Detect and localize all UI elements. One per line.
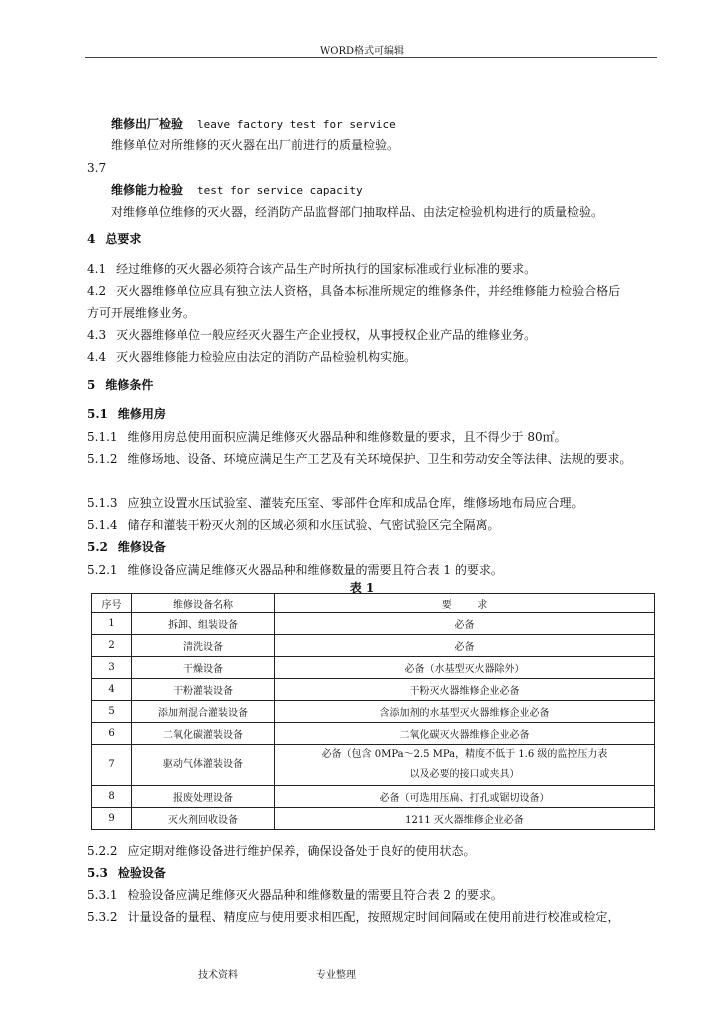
- equipment-name: [132, 745, 275, 786]
- body-text: 灭火器维修能力检验应由法定的消防产品检验机构实施。: [116, 350, 417, 364]
- heading-text: 维修设备: [117, 540, 166, 554]
- table-caption: 表 1: [349, 581, 375, 595]
- section-number: 5.1.2: [87, 452, 118, 466]
- heading-text: 检验设备: [117, 866, 166, 880]
- requirement: [275, 613, 655, 635]
- header-cell: 序号: [92, 594, 132, 613]
- text-line: [87, 160, 106, 176]
- body-text: 经过维修的灭火器必须符合该产品生产时所执行的国家标准或行业标准的要求。: [116, 262, 537, 276]
- equipment-name-text: 二氧化碳灌装设备: [163, 730, 243, 741]
- row-number: [92, 786, 132, 808]
- requirement: [275, 701, 655, 723]
- equipment-name: [132, 679, 275, 701]
- table-row: [92, 723, 655, 745]
- text-line: [87, 283, 620, 299]
- section-number: 5.2.1: [87, 563, 118, 577]
- table-row: [92, 786, 655, 808]
- section-number: 5.3.1: [87, 888, 118, 902]
- equipment-name-text: 添加剂混合灌装设备: [158, 708, 248, 719]
- equipment-name: [132, 635, 275, 657]
- equipment-name: [132, 657, 275, 679]
- row-number: [92, 723, 132, 745]
- table-row: [92, 657, 655, 679]
- equipment-name-text: 清洗设备: [183, 642, 223, 653]
- row-number-text: 2: [108, 640, 115, 651]
- text-line: [87, 429, 567, 445]
- equipment-name-text: 报废处理设备: [173, 793, 233, 804]
- section-number: 5.1.3: [87, 496, 118, 510]
- section-number: 4.4: [87, 350, 107, 364]
- section-number: 5.1: [87, 407, 108, 421]
- heading-text: 维修出厂检验: [111, 117, 184, 131]
- text-line: [87, 865, 166, 881]
- footer-right: 专业整理: [316, 970, 356, 981]
- requirement-text: 必备（水基型灭火器除外）: [404, 664, 525, 675]
- header-rule: [85, 57, 657, 58]
- requirement-text: 干粉灭火器维修企业必备: [409, 686, 520, 697]
- section-number: 4.1: [87, 262, 107, 276]
- text-line: [87, 887, 503, 903]
- table-row: [92, 745, 655, 786]
- english-term: leave factory test for service: [197, 118, 396, 131]
- requirement: [275, 657, 655, 679]
- text-line: [87, 261, 536, 277]
- requirement-text: 必备: [454, 620, 475, 631]
- body-text: 对维修单位维修的灭火器，经消防产品监督部门抽取样品、由法定检验机构进行的质量检验。: [111, 205, 604, 219]
- text-line: [87, 377, 153, 393]
- table-row: [92, 679, 655, 701]
- text-line: [111, 137, 399, 153]
- row-number-text: 1: [108, 618, 115, 629]
- heading-text: 维修能力检验: [111, 183, 184, 197]
- section-number: 5.3.2: [87, 910, 118, 924]
- table-row: [92, 808, 655, 830]
- body-text: 方可开展维修业务。: [87, 306, 196, 320]
- body-text: 维修场地、设备、环境应满足生产工艺及有关环境保护、卫生和劳动安全等法律、法规的要求。: [127, 452, 632, 466]
- text-line: [87, 495, 584, 511]
- text-line: [87, 909, 620, 925]
- section-number: 5.1.1: [87, 430, 118, 444]
- section-number: 4: [87, 232, 96, 246]
- row-number-text: 8: [108, 791, 115, 802]
- requirement: [275, 679, 655, 701]
- requirement-text: 二氧化碳灭火器维修企业必备: [399, 730, 530, 741]
- text-line: [87, 327, 536, 343]
- equipment-name-text: 干燥设备: [183, 664, 223, 675]
- row-number-text: 9: [108, 813, 115, 824]
- table-row: [92, 613, 655, 635]
- text-line: [87, 539, 166, 555]
- text-line: [87, 349, 416, 365]
- body-text: 灭火器维修单位应具有独立法人资格，具备本标准所规定的维修条件，并经维修能力检验合格后: [116, 284, 621, 298]
- text-line: [87, 451, 632, 467]
- row-number-text: 6: [108, 728, 115, 739]
- row-number: [92, 745, 132, 786]
- table-row: [92, 701, 655, 723]
- heading-text: 总要求: [105, 232, 142, 246]
- header-cell: 维修设备名称: [132, 594, 275, 613]
- requirement-text: 以及必要的接口或夹具）: [409, 769, 520, 780]
- section-number: 5.2.2: [87, 844, 118, 858]
- requirement: [275, 808, 655, 830]
- table-row: [92, 635, 655, 657]
- row-number: [92, 635, 132, 657]
- equipment-table: [91, 593, 655, 830]
- body-text: 储存和灌装干粉灭火剂的区域必须和水压试验、气密试验区完全隔离。: [127, 518, 500, 532]
- equipment-name: [132, 701, 275, 723]
- section-number: 5.2: [87, 540, 108, 554]
- header-cell: 要 求: [275, 594, 655, 613]
- requirement: [275, 635, 655, 657]
- heading-text: 维修用房: [117, 407, 166, 421]
- body-text: 应独立设置水压试验室、灌装充压室、零部件仓库和成品仓库，维修场地布局应合理。: [127, 496, 584, 510]
- english-term: test for service capacity: [197, 184, 363, 197]
- section-number: 4.2: [87, 284, 107, 298]
- body-text: 计量设备的量程、精度应与使用要求相匹配，按照规定时间间隔或在使用前进行校准或检定，: [127, 910, 620, 924]
- requirement: [275, 745, 655, 786]
- requirement: [275, 786, 655, 808]
- row-number: [92, 701, 132, 723]
- body-text: 检验设备应满足维修灭火器品种和维修数量的需要且符合表 2 的要求。: [127, 888, 503, 902]
- text-line: [87, 406, 166, 422]
- table-header-row: [92, 594, 655, 613]
- row-number-text: 7: [108, 759, 115, 770]
- text-line: [111, 204, 603, 220]
- section-number: 5.3: [87, 866, 108, 880]
- section-number: 4.3: [87, 328, 107, 342]
- body-text: 维修设备应满足维修灭火器品种和维修数量的需要且符合表 1 的要求。: [127, 563, 503, 577]
- equipment-name-text: 干粉灌装设备: [173, 686, 233, 697]
- row-number-text: 4: [108, 684, 115, 695]
- section-number: 5.1.4: [87, 518, 118, 532]
- row-number-text: 5: [108, 706, 115, 717]
- equipment-name: [132, 723, 275, 745]
- row-number: [92, 808, 132, 830]
- requirement-text: 含添加剂的水基型灭火器维修企业必备: [379, 708, 550, 719]
- text-line: [87, 305, 195, 321]
- text-line: [111, 182, 363, 199]
- requirement-text: 必备（可选用压扁、打孔或锯切设备）: [379, 793, 550, 804]
- page-header: WORD格式可编辑: [319, 46, 405, 57]
- equipment-name-text: 拆卸、组装设备: [168, 620, 238, 631]
- requirement-text: 必备: [454, 642, 475, 653]
- body-text: 应定期对维修设备进行维护保养，确保设备处于良好的使用状态。: [127, 844, 476, 858]
- requirement-text: 1211 灭火器维修企业必备: [405, 815, 524, 826]
- text-line: [111, 116, 396, 133]
- row-number-text: 3: [108, 662, 115, 673]
- equipment-name-text: 灭火剂回收设备: [168, 815, 238, 826]
- body-text: 维修用房总使用面积应满足维修灭火器品种和维修数量的要求，且不得少于 80㎡。: [127, 430, 567, 444]
- body-text: 灭火器维修单位一般应经灭火器生产企业授权，从事授权企业产品的维修业务。: [116, 328, 537, 342]
- equipment-name: [132, 786, 275, 808]
- row-number: [92, 679, 132, 701]
- text-line: [87, 231, 141, 247]
- text-line: [87, 517, 500, 533]
- footer-left: 技术资料: [198, 970, 238, 981]
- row-number: [92, 657, 132, 679]
- heading-text: 维修条件: [105, 378, 154, 392]
- equipment-name: [132, 808, 275, 830]
- body-text: 3.7: [87, 161, 107, 175]
- text-line: [87, 843, 476, 859]
- text-line: [87, 562, 503, 578]
- requirement: [275, 723, 655, 745]
- section-number: 5: [87, 378, 96, 392]
- body-text: 维修单位对所维修的灭火器在出厂前进行的质量检验。: [111, 138, 400, 152]
- equipment-name: [132, 613, 275, 635]
- row-number: [92, 613, 132, 635]
- equipment-name-text: 驱动气体灌装设备: [163, 759, 243, 770]
- requirement-text: 必备（包含 0MPa～2.5 MPa，精度不低于 1.6 级的监控压力表: [321, 749, 608, 760]
